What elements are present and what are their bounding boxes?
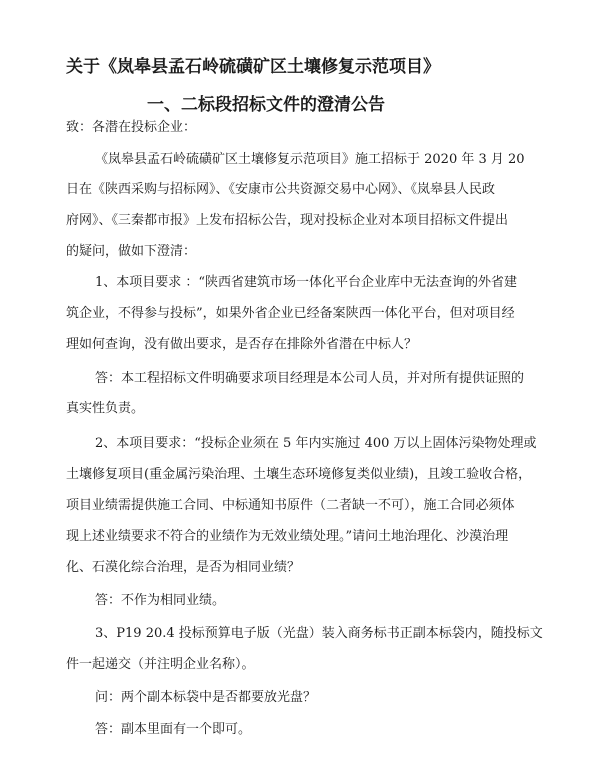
question-1-line: 理如何查询，没有做出要求，是否存在排除外省潜在中标人？ — [66, 337, 418, 352]
question-3-ask-line: 问：两个副本标袋中是否都要放光盘？ — [95, 690, 317, 705]
paragraph-intro-line: 《岚皋县孟石岭硫磺矿区土壤修复示范项目》施工招标于 2020 年 3 月 20 — [95, 152, 525, 167]
question-2-line: 项目业绩需提供施工合同、中标通知书原件（二者缺一不可），施工合同必须体 — [66, 498, 515, 513]
paragraph-intro-line: 的疑问，做如下澄清： — [66, 244, 197, 259]
answer-1-line: 真实性负责。 — [66, 401, 145, 416]
document-title-line2: 一、二标段招标文件的澄清公告 — [147, 95, 385, 115]
question-2-line: 现上述业绩要求不符合的业绩作为无效业绩处理。”请问土地治理化、沙漠治理 — [66, 529, 509, 544]
question-2-line: 2、本项目要求：“投标企业须在 5 年内实施过 400 万以上固体污染物处理或 — [95, 436, 537, 451]
answer-1-line: 答：本工程招标文件明确要求项目经理是本公司人员，并对所有提供证照的 — [95, 371, 525, 386]
salutation: 致：各潜在投标企业： — [66, 120, 197, 135]
question-2-line: 化、石漠化综合治理，是否为相同业绩？ — [66, 560, 301, 575]
question-2-line: 土壤修复项目(重金属污染治理、土壤生态环境修复类似业绩)，且竣工验收合格， — [66, 467, 532, 482]
document-title-line1: 关于《岚皋县孟石岭硫磺矿区土壤修复示范项目》 — [66, 57, 440, 77]
question-3-line: 件一起递交（并注明企业名称）。 — [66, 657, 255, 672]
question-1-line: 1、本项目要求 ：“陕西省建筑市场一体化平台企业库中无法查询的外省建 — [95, 275, 518, 290]
paragraph-intro-line: 日在《陕西采购与招标网》、《安康市公共资源交易中心网》、《岚皋县人民政 — [66, 182, 496, 197]
question-1-line: 筑企业，不得参与投标”，如果外省企业已经备案陕西一体化平台，但对项目经 — [66, 306, 515, 321]
question-3-line: 3、P19 20.4 投标预算电子版（光盘）装入商务标书正副本标袋内，随投标文 — [95, 626, 543, 641]
answer-3-line: 答：副本里面有一个即可。 — [95, 722, 252, 737]
answer-2-line: 答：不作为相同业绩。 — [95, 593, 226, 608]
paragraph-intro-line: 府网》、《三秦都市报》上发布招标公告，现对投标企业对本项目招标文件提出 — [66, 213, 509, 228]
